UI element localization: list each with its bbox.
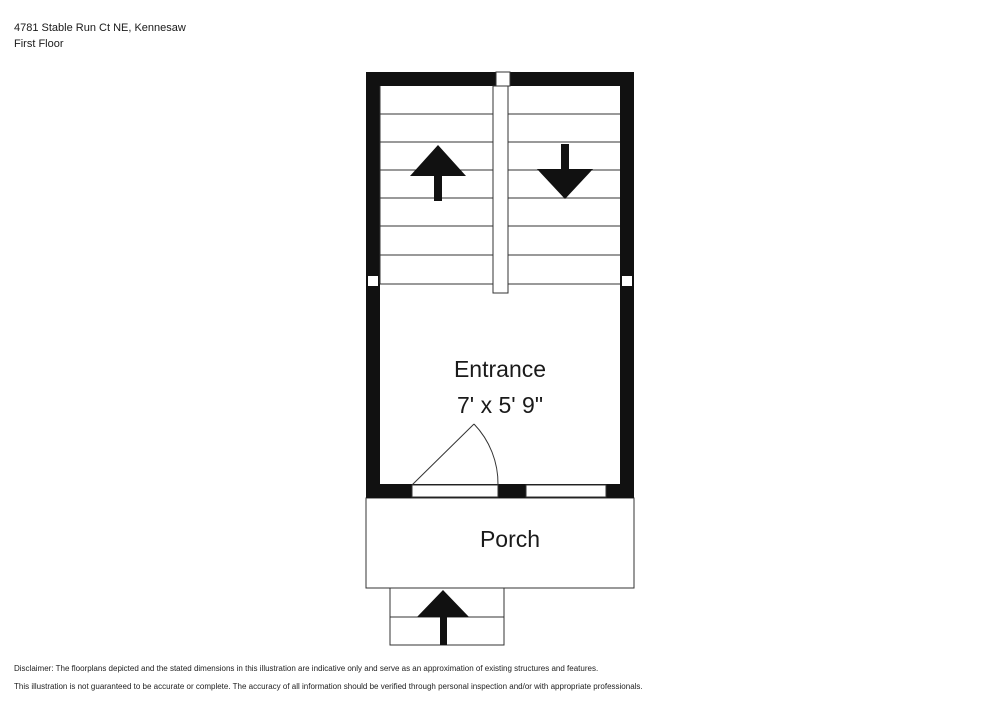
front-door [412,485,498,497]
wall-right-break [622,276,632,286]
arrow-down-icon [537,144,593,199]
stair-rail [493,86,508,293]
disclaimer-line-1: Disclaimer: The floorplans depicted and the stated dimensions in this illustration are indicative only and serve as an approximation of existing structures and features. [14,664,599,673]
address-title: 4781 Stable Run Ct NE, Kennesaw [14,22,186,34]
wall-left-break [368,276,378,286]
door-swing-icon [412,424,498,485]
arrow-up-icon [410,145,466,201]
floor-label: First Floor [14,38,64,50]
stair-flight-down [508,114,620,284]
disclaimer-line-2: This illustration is not guaranteed to be accurate or complete. The accuracy of all information should be verified through personal inspection and/or with appropriate professionals. [14,682,643,691]
window [526,485,606,497]
entrance-label: Entrance [453,356,547,382]
porch-label: Porch [479,526,541,552]
entrance-dimensions: 7' x 5' 9" [457,392,543,418]
wall-joint [496,72,510,86]
